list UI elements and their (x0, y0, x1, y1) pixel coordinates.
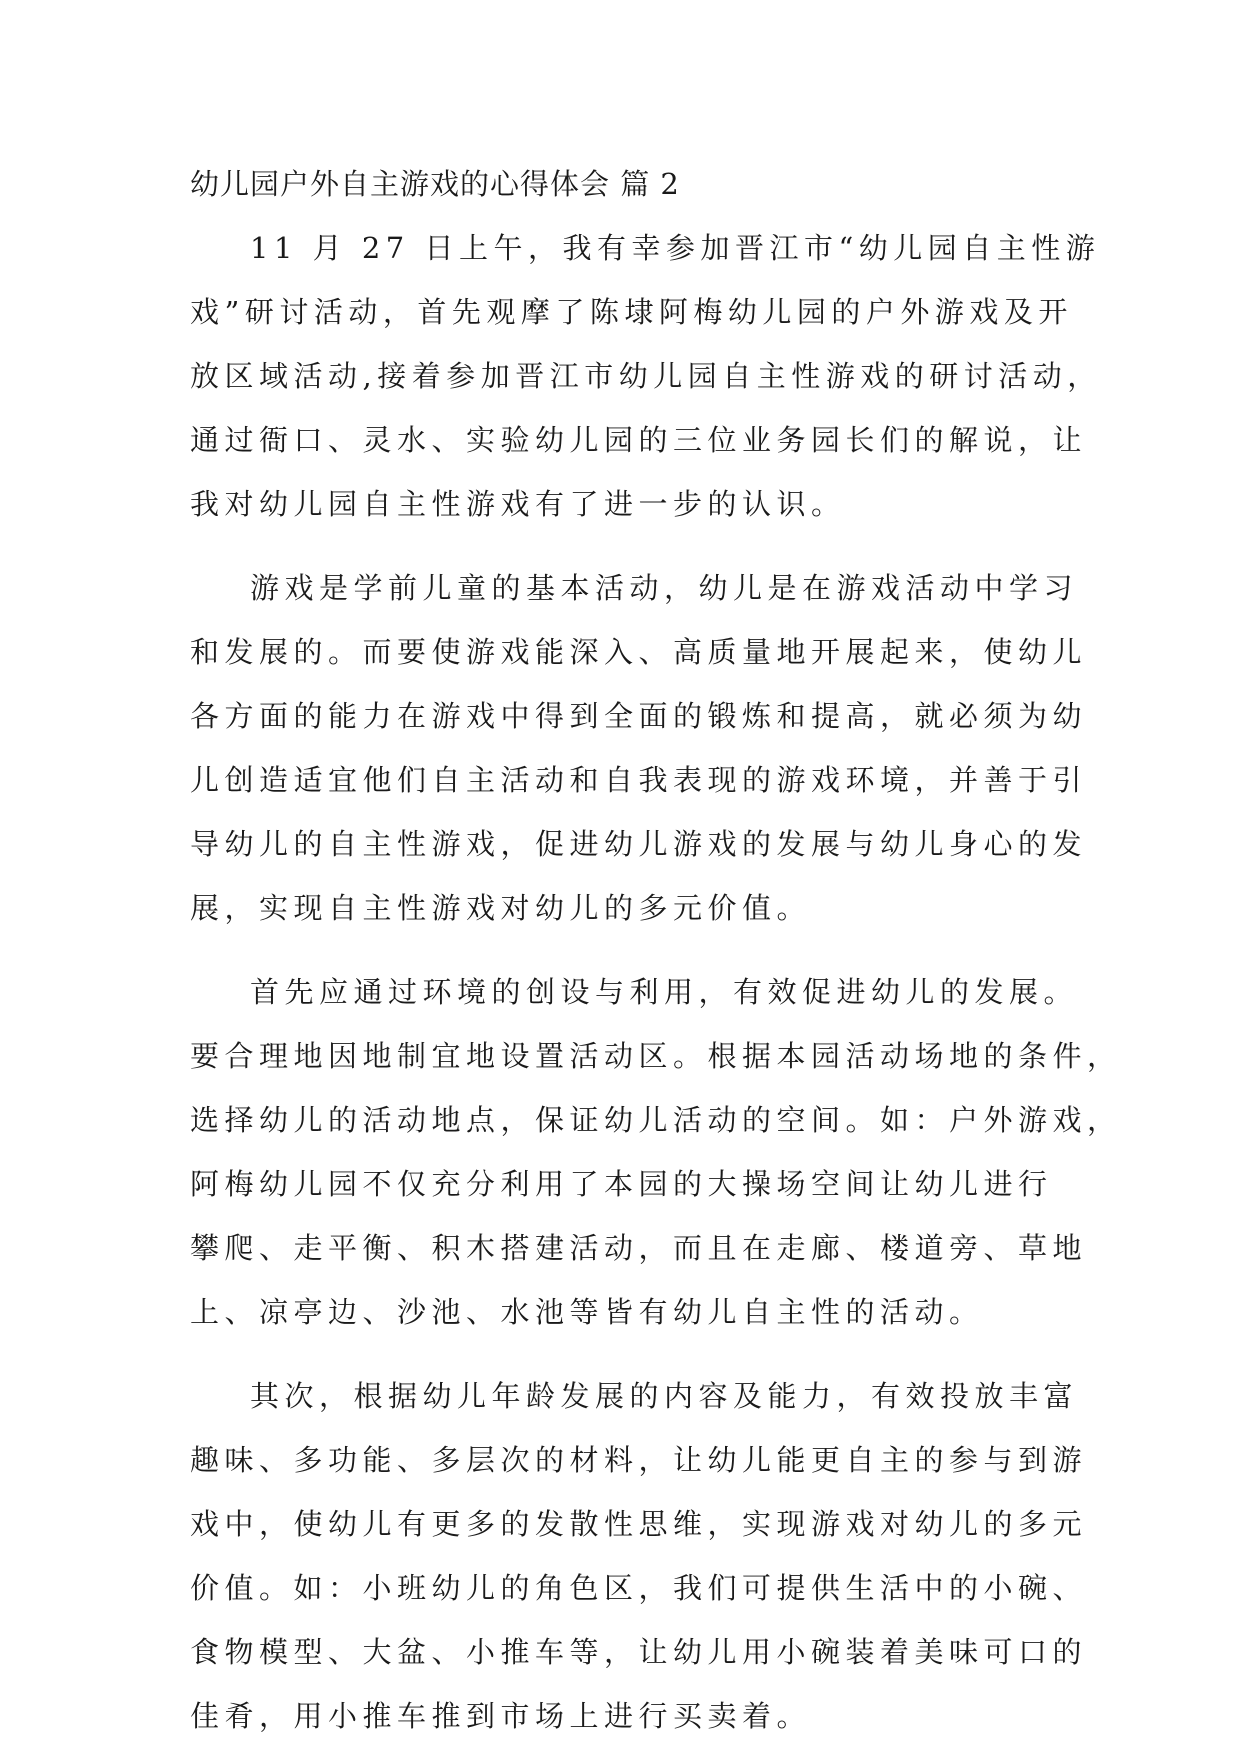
paragraph-3-line-6: 上、凉亭边、沙池、水池等皆有幼儿自主性的活动。 (190, 1295, 984, 1329)
paragraph-4-line-2: 趣味、多功能、多层次的材料，让幼儿能更自主的参与到游 (190, 1443, 1088, 1477)
paragraph-2-line-6: 展，实现自主性游戏对幼儿的多元价值。 (190, 891, 812, 925)
document-title: 幼儿园户外自主游戏的心得体会 篇 2 (190, 167, 680, 201)
paragraph-2-line-4: 儿创造适宜他们自主活动和自我表现的游戏环境，并善于引 (190, 763, 1088, 797)
paragraph-1-line-1: 11 月 27 日上午，我有幸参加晋江市“幼儿园自主性游 (250, 231, 1101, 265)
paragraph-1-line-3: 放区域活动,接着参加晋江市幼儿园自主性游戏的研讨活动， (190, 359, 1102, 393)
paragraph-1-line-4: 通过衙口、灵水、实验幼儿园的三位业务园长们的解说，让 (190, 423, 1088, 457)
paragraph-4-line-6: 佳肴，用小推车推到市场上进行买卖着。 (190, 1699, 812, 1733)
paragraph-2-line-5: 导幼儿的自主性游戏，促进幼儿游戏的发展与幼儿身心的发 (190, 827, 1088, 861)
paragraph-2-line-1: 游戏是学前儿童的基本活动，幼儿是在游戏活动中学习 (250, 571, 1079, 605)
paragraph-4-line-4: 价值。如：小班幼儿的角色区，我们可提供生活中的小碗、 (190, 1571, 1088, 1605)
paragraph-2-line-3: 各方面的能力在游戏中得到全面的锻炼和提高，就必须为幼 (190, 699, 1088, 733)
paragraph-4-line-5: 食物模型、大盆、小推车等，让幼儿用小碗装着美味可口的 (190, 1635, 1088, 1669)
paragraph-4-line-3: 戏中，使幼儿有更多的发散性思维，实现游戏对幼儿的多元 (190, 1507, 1088, 1541)
paragraph-3-line-2: 要合理地因地制宜地设置活动区。根据本园活动场地的条件， (190, 1039, 1122, 1073)
paragraph-3-line-4: 阿梅幼儿园不仅充分利用了本园的大操场空间让幼儿进行 (190, 1167, 1053, 1201)
paragraph-3-line-5: 攀爬、走平衡、积木搭建活动，而且在走廊、楼道旁、草地 (190, 1231, 1088, 1265)
paragraph-4-line-1: 其次，根据幼儿年龄发展的内容及能力，有效投放丰富 (250, 1379, 1079, 1413)
paragraph-1-line-2: 戏”研讨活动，首先观摩了陈埭阿梅幼儿园的户外游戏及开 (190, 295, 1073, 329)
paragraph-3-line-3: 选择幼儿的活动地点，保证幼儿活动的空间。如：户外游戏， (190, 1103, 1122, 1137)
paragraph-1-line-5: 我对幼儿园自主性游戏有了进一步的认识。 (190, 487, 846, 521)
paragraph-3-line-1: 首先应通过环境的创设与利用，有效促进幼儿的发展。 (250, 975, 1079, 1009)
paragraph-2-line-2: 和发展的。而要使游戏能深入、高质量地开展起来，使幼儿 (190, 635, 1088, 669)
